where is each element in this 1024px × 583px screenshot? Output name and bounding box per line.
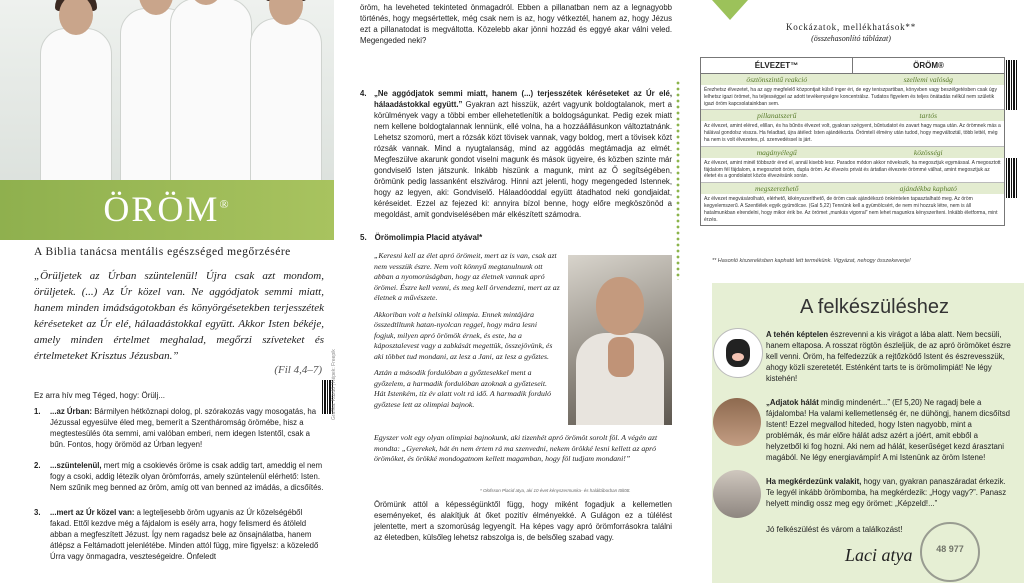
story-paragraph: Egyszer volt egy olyan olimpiai bajnokunk, aki tizenhét apró örömöt sorolt föl. A végén azt mondta: „Gyerekek, hát én nem értem rá ma szenvedni, nekem örökké lesni kellett az apró örömöket, és örökké mondogatnom kellett magamban, hogy föl tudjam mondani!” (374, 433, 658, 463)
cow-icon (713, 328, 763, 378)
page-title: ÖRÖM® (103, 189, 231, 229)
prep-text: hogy van, gyakran panaszáradat érkezik. Te legyél inkább örömbomba, ha megkérdezik: „Hogy vagy?”. Panasz helyett mindig ossz meg egy örömet: „Képzeld!...” (766, 477, 1007, 508)
placid-story (374, 251, 560, 416)
doctor-figure (170, 0, 252, 200)
risk-table-title: Kockázatok, mellékhatások** (785, 22, 917, 32)
list-text: a legteljesebb öröm ugyanis az Úr közelségéből fakad. Ettől kezdve még a fájdalom is esély arra, hogy felismerd és átöleld abban a megfeszített Jézust. Így nem ragadsz bele az önsajnálatba, hanem átlépsz a Feltámadott jelenlétébe. Minden attól függ, mire figyelsz: a közeledő Úrra vagy önmagadra, veszteségeidre. Önfeledt (50, 508, 319, 561)
stamp-number: 48 977 (936, 544, 964, 554)
doctor-figure (250, 18, 322, 200)
cell-heading: szellemi valóság (903, 75, 953, 84)
table-row-heading (701, 110, 1004, 121)
prep-lead: Ha megkérdezünk valakit, (766, 477, 862, 486)
table-row: Érezhetsz élvezetet, ha az agy megfelelő központjait külső inger éri, de egy teniszpartiban, könyvben vagy beszélgetésben csak úgy lelhetsz igazi örömet, ha teljességgel az adott tevékenységre koncentrálsz. Tudatos figyelem és teljes önátadás nélkül nem születik igazi öröm kapcsolatainkban sem. (701, 85, 1004, 110)
signature: Laci atya (845, 545, 913, 565)
section-number: 4. (360, 89, 367, 98)
table-header (701, 58, 1004, 74)
dotted-line-decoration (676, 80, 680, 280)
list-item (34, 406, 324, 450)
bible-quote: „Örüljetek az Úrban szüntelenül! Újra csak azt mondom, örüljetek. (...) Az Úr közel van. Ne aggódjatok semmi miatt, hanem minden imádságotokban és könyörgésetekben terjesszétek kéréseteket az Úr elé, hálaadástokkal együtt. Akkor Isten békéje, amely minden értelmet meghalad, megőrzi szíveteket és értelmeteket Krisztus Jézusban.” (34, 270, 324, 362)
list-lead: ...az Úrban: (50, 407, 93, 416)
list-number: 1. (34, 407, 41, 416)
priest-photo (568, 255, 672, 425)
story-paragraph: „Keresni kell az élet apró örömeit, mert az is van, csak azt nem vesszük észre. Nem volt könnyű megtanulnunk ott abban a nyomorúságban, hogy az életnek vannak apró örömei. Észre kell venni, és meg kell örvendezni, mert az az életnek a művészete. (374, 251, 560, 302)
barcode-decoration (1006, 158, 1018, 198)
title-band (0, 180, 334, 240)
table-row: Az élvezet, amint minél többször éred el, annál kisebb lesz. Paradox módon akkor növekszik, ha megosztjuk egymással. A megosztott fájdalom fél fájdalom, a megosztott öröm, dupla öröm. Az élvezés privát és ártatlan élvezete örömmé válhat, amint megosztjuk az életet és a gondolatot közös élvezésünk során. (701, 158, 1004, 183)
section-lead: „Ne aggódjatok semmi miatt, hanem (...) terjesszétek kéréseteket az Úr elé, hálaadástokkal együtt.” (374, 89, 672, 109)
table-footnote: ** Hasonló kiszerelésben kapható lett termékünk. Vigyázat, nehogy összekeverje! (712, 258, 911, 264)
section-text: Gyakran azt hisszük, azért vagyunk boldogtalanok, mert a körülmények vagy a többi ember ellehetetlenítik a boldogságunkat. Pedig ezek miatt nem kellene boldogtalannak lennünk, ellé volna, ha a hozzáállásunkon változtatnánk. Lehetsz szomorú, mert a rózsák közt tövisek vannak, vagy boldog, mert a tövisek közt rózsák vannak. Mind a nyugtalanság, mind az aggódás megtámadja az elmét. Megfeszülve akarunk gondot viselni magunk és mások ügyeire, és közben szinte már gondviselő Isten játszunk. Inkább hiszünk a magunk, mint az Ő segítségében, örömünk pedig lassanként elszivárog. Hinni azt jelenti, hogy megengeded Istennek, hogy az legyen, aki: Gondviselő. Hálaadóoddal együtt átadhatod neki gondjaidat, kéréseidet. Ezzel az fejezed ki: annyira bízol benne, hogy előre megköszönöd a megoldást, amit gondviselésében már elkészített számodra. (374, 100, 672, 219)
closing-line: Jó felkészülést és várom a találkozást! (766, 525, 903, 534)
section-title: Örömolimpia Placid atyával* (374, 233, 483, 242)
list-number: 3. (34, 508, 41, 517)
subtitle: A Biblia tanácsa mentális egészséged megőrzésére (34, 246, 291, 258)
table-row: Az élvezet megvásárolható, elérhető, kikényszeríthető, de öröm csak ajándékozó önkéntelen tapasztalható meg. Az öröm kegyelemszerű. A Szentlélek egyik gyümölcse. (Gal 5,22) Tennünk kell a gyümölcsért, de nem mi hozzuk létre, nem is áll hatalmunkban elrendelni, hogy mikor érik be. Az örömet „munkás vigorral” nem lehet magunkra kényszeríteni. Inkább életforma, mint érzés. (704, 196, 998, 223)
cell-heading: ösztönszintű reakció (746, 75, 808, 84)
section-4 (360, 88, 672, 220)
footnote: * Olofsson Placid atya, aki 10 évet kényszermunka- és haláltáborban töltött. (480, 488, 631, 493)
section-number: 5. (360, 233, 367, 242)
list-item (34, 460, 324, 493)
quote-reference: (Fil 4,4–7) (274, 364, 322, 376)
table-row: Az élvezet, amint eléred, elillan, és ha bűnös élvezet volt, gyakran szégyent, bűntudatot és zavart hagy maga után. Az örömnek más a hálával gondolsz vissza. Ha feladtad, újra átéled: Isten ajándékozta. Örömtelí élmény után tudod, hogy megváltoztál, több lettél, még ha nem is volt élvezetes, pl. szenvedéssel is járt. (701, 121, 1004, 146)
stamp-icon (920, 522, 980, 582)
list-text: mert míg a csokievés öröme is csak addig tart, ameddig el nem fogy a csoki, addig létezik olyan örömforrás, amely szüntelenül elérhető: Isten. Nem szűnik meg benned az öröm, amíg ott van benned az imádás, a dicsőítés. (50, 461, 324, 492)
table-row-heading (701, 74, 1004, 85)
cell-heading: megszerezhető (755, 184, 799, 194)
preparation-title: A felkészüléshez (800, 296, 949, 318)
placid-story-end (374, 433, 672, 470)
photo-credit: Grafika: Küzdő | Képek: Freepik (331, 349, 337, 420)
list-item (34, 507, 324, 562)
column-header: ÖRÖM® (913, 61, 944, 70)
cell-heading: tartós (919, 111, 937, 121)
list-number: 2. (34, 461, 41, 470)
prep-lead: A tehén képtelen (766, 330, 829, 339)
prep-paragraph (766, 329, 1012, 384)
prep-text: észrevenni a kis virágot a lába alatt. Nem becsüli, hanem eltaposa. A rosszat rögtön észleljük, de az apró örömöket észre kell venni. Öröm, ha felfedezzük a rejtőzködő Istent és észrevesszük, ahogy közli szeretetét. Esténként tarts te is örömolimpiát! Ne légy kistehén! (766, 330, 1011, 383)
section-5-heading (360, 233, 482, 242)
list-text: Bármilyen hétköznapi dolog, pl. szórakozás vagy mosogatás, ha Jézussal egyesülve éled meg, bemerít a Szentháromság örömébe, hisz a megtestesülés óta semmi, ami valóban emberi, nem idegen Istentől, csak a bűn. Fontos, hogy örömöd az Úrban legyen! (50, 407, 317, 449)
table-row-heading (701, 147, 1004, 158)
story-paragraph: Aztán a második fordulóban a győztesekkel ment a győzelem, a harmadik fordulóban azoknak a győzteseit. Hát Istenkém, tíz év alatt volt rá idő. A harmadik forduló győztese lett az olimpiai bajnok. (374, 368, 552, 409)
closing-paragraph: Örömünk attól a képességünktől függ, hogy miként fogadjuk a kellemetlen eseményeket, és alakítjuk át őket pozitív élményekké. A Gulágon ez a túlélést jelentette, mert a szomorúság legyengít. Ha képes vagy apró örömforrásokra találni az életedben, külsőleg lehetsz rabszolga is, de belsőleg szabad vagy. (374, 500, 672, 542)
risk-table-subtitle: (összehasonlító táblázat) (811, 34, 891, 43)
cell-heading: közösségi (913, 147, 943, 157)
cell-heading: pillanatszerű (757, 111, 797, 121)
cell-heading: ajándékba kapható (899, 184, 957, 194)
prep-lead: „Adjatok hálát (766, 398, 819, 407)
column-header: ÉLVEZET™ (701, 58, 853, 73)
intro-text: Ez arra hív meg Téged, hogy: Örülj... (34, 391, 166, 400)
list-lead: ...mert az Úr közel van: (50, 508, 135, 517)
prep-paragraph (766, 476, 1012, 509)
doctor-figure (40, 28, 112, 200)
man-portrait (713, 470, 761, 518)
story-paragraph: Akkoriban volt a helsinki olimpia. Ennek mintájára összedtlltunk hatan-nyolcan reggel, hogy mára lesni fogjuk, milyen apró örömök érnek, és este, ha a káposztalevest vagy a zabkását megettük, összejövünk, és aki többet tud mondani, az lesz a Jani, az lesz a győztes. (374, 309, 553, 361)
list-lead: ...szüntelenül, (50, 461, 102, 470)
girl-portrait (713, 398, 761, 446)
prep-paragraph (766, 397, 1012, 463)
comparison-table (700, 57, 1005, 226)
table-row-heading (701, 183, 1004, 194)
barcode-decoration (1006, 60, 1018, 110)
cell-heading: magányélegű (756, 147, 797, 157)
green-triangle-decoration (712, 0, 748, 20)
continued-text: öröm, ha leveheted tekinteted önmagadról. Ebben a pillanatban nem az a legnagyobb történés, hogy megsértettek, még csak nem is az, hogy vétkeztél, hanem az, hogy Jézus ezt a pillanatodat is megváltotta. Közelebb akar jönni hozzád és eggyé akar válni veled. Megengeded neki? (360, 3, 672, 45)
prep-text: mindig mindenért...” (Ef 5,20) Ne ragadj bele a fájdalomba! Ha valami kellemetlenség ér, ne dühöngj, hanem dicsőítsd Istent! Ezzel megvallod hiteded, hogy Isten nagyobb, mint a problémák, és már előre hálát adsz azért a jóért, amit ebből a helyzetből ki fog hozni. Aki nem ad hálát, keserűséget kezd árasztani magából. Ne légy energiavámpír! A mi Istenünk az öröm Istene! (766, 398, 1011, 462)
